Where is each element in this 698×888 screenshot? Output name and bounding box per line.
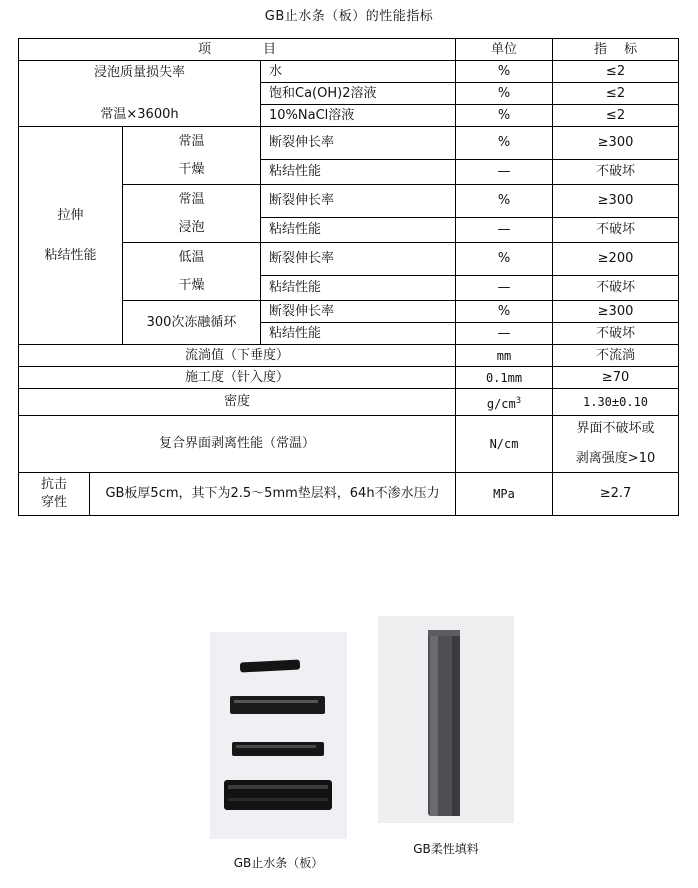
row-unit: %	[456, 127, 553, 160]
row-unit: %	[456, 243, 553, 276]
condition-cell	[123, 185, 261, 243]
row-name: 粘结性能	[261, 160, 456, 185]
row-unit: —	[456, 218, 553, 243]
immersion-label-bottom: 常温×3600h	[100, 106, 179, 122]
header-index: 指 标	[553, 39, 679, 61]
immersion-label-top: 浸泡质量损失率	[93, 64, 185, 80]
filler-photo-image	[378, 616, 514, 823]
row-value: 不破坏	[553, 160, 679, 185]
condition-bottom: 浸泡	[178, 219, 205, 235]
row-unit: %	[456, 185, 553, 218]
row-name: 水	[261, 61, 456, 83]
row-value: ≤2	[553, 61, 679, 83]
density-unit	[456, 389, 553, 416]
table-row	[19, 473, 679, 516]
row-value: 不破坏	[553, 276, 679, 301]
condition-top: 300次冻融循环	[146, 314, 237, 330]
row-value: 不破坏	[553, 323, 679, 345]
density-value: 1.30±0.10	[553, 389, 679, 416]
puncture-desc: GB板厚5cm，其下为2.5～5mm垫层料，64h不渗水压力	[90, 473, 456, 516]
row-unit: %	[456, 105, 553, 127]
row-name: 断裂伸长率	[261, 243, 456, 276]
penetration-value: ≥70	[553, 367, 679, 389]
filler-caption: GB柔性填料	[413, 842, 479, 856]
table-row	[19, 367, 679, 389]
table-row	[19, 416, 679, 473]
condition-bottom: 干燥	[178, 161, 205, 177]
tensile-label-top: 拉伸	[57, 207, 84, 223]
header-unit: 单位	[456, 39, 553, 61]
row-unit: %	[456, 83, 553, 105]
condition-cell	[123, 301, 261, 345]
row-unit: —	[456, 323, 553, 345]
peel-value	[553, 416, 679, 473]
row-value: 不破坏	[553, 218, 679, 243]
table-row	[19, 389, 679, 416]
row-name: 粘结性能	[261, 276, 456, 301]
row-unit: %	[456, 61, 553, 83]
table-header-row	[19, 39, 679, 61]
strip-caption: GB止水条（板）	[233, 856, 324, 870]
row-name: 粘结性能	[261, 323, 456, 345]
density-unit-sup: 3	[515, 395, 522, 406]
peel-value-bottom: 剥离强度>10	[575, 451, 656, 466]
puncture-label-top: 抗击	[40, 477, 67, 492]
flow-unit: mm	[456, 345, 553, 367]
row-unit: —	[456, 160, 553, 185]
row-name: 10%NaCl溶液	[261, 105, 456, 127]
row-value: ≥300	[553, 127, 679, 160]
row-name: 断裂伸长率	[261, 185, 456, 218]
tensile-label	[19, 127, 123, 345]
row-name: 饱和Ca(OH)2溶液	[261, 83, 456, 105]
row-unit: —	[456, 276, 553, 301]
peel-name: 复合界面剥离性能（常温）	[19, 416, 456, 473]
condition-bottom: 干燥	[178, 277, 205, 293]
peel-value-top: 界面不破坏或	[576, 421, 655, 436]
row-value: ≥300	[553, 301, 679, 323]
density-unit-base: g/cm	[486, 396, 516, 411]
puncture-label	[19, 473, 90, 516]
page-title: GB止水条（板）的性能指标	[264, 9, 434, 24]
row-value: ≥200	[553, 243, 679, 276]
puncture-unit: MPa	[456, 473, 553, 516]
condition-cell	[123, 243, 261, 301]
row-value: ≥300	[553, 185, 679, 218]
immersion-label	[19, 61, 261, 127]
row-name: 断裂伸长率	[261, 127, 456, 160]
penetration-unit: 0.1mm	[456, 367, 553, 389]
row-name: 粘结性能	[261, 218, 456, 243]
penetration-name: 施工度（针入度）	[19, 367, 456, 389]
header-item: 项 目	[19, 39, 456, 61]
spec-table	[18, 38, 679, 516]
condition-top: 低温	[178, 249, 205, 265]
filler-photo	[378, 616, 514, 823]
condition-top: 常温	[178, 133, 205, 149]
strip-photo	[210, 632, 347, 839]
strip-photo-image	[210, 632, 347, 839]
flow-value: 不流淌	[553, 345, 679, 367]
puncture-label-bottom: 穿性	[40, 495, 67, 510]
row-unit: %	[456, 301, 553, 323]
condition-top: 常温	[178, 191, 205, 207]
tensile-label-bottom: 粘结性能	[44, 247, 97, 263]
table-row	[19, 345, 679, 367]
table-row	[19, 61, 679, 83]
row-name: 断裂伸长率	[261, 301, 456, 323]
row-value: ≤2	[553, 83, 679, 105]
condition-cell	[123, 127, 261, 185]
table-row	[19, 127, 679, 160]
peel-unit: N/cm	[456, 416, 553, 473]
row-value: ≤2	[553, 105, 679, 127]
flow-name: 流淌值（下垂度）	[19, 345, 456, 367]
puncture-value: ≥2.7	[553, 473, 679, 516]
density-name: 密度	[19, 389, 456, 416]
